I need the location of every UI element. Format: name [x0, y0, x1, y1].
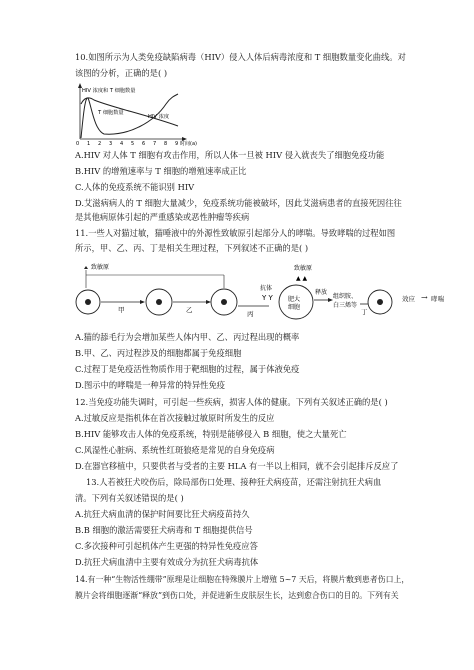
x-tick-9: 9	[175, 141, 179, 146]
q13-option-c: C.多次接种可引起机体产生更强的特异性免疫应答	[75, 541, 258, 551]
q13-option-a: A.抗狂犬病血清的保护时间要比狂犬病疫苗持久	[75, 509, 250, 519]
mast-cell-label-2: 细胞	[288, 304, 301, 311]
effect-arrow: →	[421, 293, 428, 302]
t-cell-label: T 细胞数量	[98, 110, 124, 116]
q13-stem-line-2: 清。下列有关叙述错误的是( )	[75, 493, 184, 503]
cell-3-nucleus	[221, 299, 227, 305]
q12-option-a: A.过敏反应是指机体在首次接触过敏原时所发生的反应	[75, 413, 275, 423]
hiv-t-cell-graph	[74, 82, 214, 146]
release-label: 释放	[315, 289, 328, 296]
q10-option-b: B.HIV 的增殖速率与 T 细胞的增殖速率成正比	[75, 166, 247, 176]
q12-option-b: B.HIV 能够攻击人体的免疫系统，特别是能够侵入 B 细胞，使之大量死亡	[75, 429, 347, 439]
x-tick-2: 2	[98, 141, 102, 146]
x-tick-3: 3	[109, 141, 113, 146]
antibody-icon: Y Y	[262, 294, 273, 302]
q12-option-c: C.风湿性心脏病、系统性红斑狼疮是常见的自身免疫病	[75, 445, 275, 455]
q11-option-b: B.甲、乙、丙过程涉及的细胞都属于免疫细胞	[75, 348, 242, 358]
cell-1-nucleus	[85, 299, 91, 305]
histamine-label-1: 组织胺、	[333, 293, 358, 300]
graph-y-label: HIV 浓度和 T 细胞数量	[82, 88, 136, 94]
step-jia: 甲	[118, 306, 125, 314]
x-tick-5: 5	[131, 141, 135, 146]
q10-option-d-line-2: 是其他病原体引起的严重感染或恶性肿瘤等疾病	[75, 212, 250, 222]
q14-stem-line-1: 14.有一种“生物活性绷带”原理是让细胞在特殊膜片上增殖 5~7 天后，将膜片敷到患者伤口上，	[75, 575, 410, 584]
cell-2-nucleus	[156, 299, 162, 305]
graph-origin: 0	[76, 141, 80, 146]
allergen-label: 致敏原	[91, 264, 110, 271]
q11-option-c: C.过程丁是免疫活性物质作用于靶细胞的过程，属于体液免疫	[75, 364, 300, 374]
x-tick-4: 4	[120, 141, 124, 146]
q13-option-b: B.B 细胞的激活需要狂犬病毒和 T 细胞提供信号	[75, 525, 253, 535]
allergen-2-label: 致敏原	[294, 265, 313, 272]
q10-option-d-line-1: D.艾滋病病人的 T 细胞大量减少，免疫系统功能被破坏，因此艾滋病患者的直接死因往往	[75, 198, 402, 208]
q13-stem-line-1: 13.人若被狂犬咬伤后，除局部伤口处理、接种狂犬病疫苗，还需注射抗狂犬病血	[86, 477, 382, 487]
q14-stem-line-2: 膜片会将细胞逐渐“释放”到伤口处，并促进新生皮肤层生长，达到愈合伤口的目的。下列有关	[75, 591, 399, 600]
q12-option-d: D.在器官移植中，只要供者与受者的主要 HLA 有一半以上相同，就不会引起排斥反应了	[75, 461, 399, 471]
q11-option-a: A.猫的舔毛行为会增加某些人体内甲、乙、丙过程出现的概率	[75, 332, 300, 342]
q11-option-d: D.图示中的哮喘是一种异常的特异性免疫	[75, 380, 226, 390]
asthma-process-diagram	[74, 258, 404, 326]
effect-label: 效应	[402, 295, 415, 303]
asthma-label: 哮喘	[431, 295, 444, 303]
arrow-jia-head	[140, 300, 145, 304]
q13-option-d: D.抗狂犬病血清中主要有效成分为抗狂犬病毒抗体	[75, 557, 259, 567]
x-tick-8: 8	[164, 141, 168, 146]
arrow-yi-head	[206, 300, 211, 304]
q12-stem: 12.当免疫功能失调时，可引起一些疾病，损害人体的健康。下列有关叙述正确的是( )	[75, 397, 388, 407]
q10-option-c: C.人体的免疫系统不能识别 HIV	[75, 182, 195, 192]
histamine-label-2: 白三烯等	[333, 302, 358, 309]
antibody-label: 抗体	[260, 285, 273, 292]
x-tick-1: 1	[87, 141, 91, 146]
x-tick-7: 7	[153, 141, 157, 146]
q10-stem-line-2: 该图的分析，正确的是( )	[75, 68, 168, 78]
allergen-2-icon: ▲ ▲	[296, 275, 308, 282]
step-bing: 丙	[247, 310, 254, 318]
q10-option-a: A.HIV 对人体 T 细胞有攻击作用，所以人体一旦被 HIV 侵入就丧失了细胞免疫功能	[75, 150, 385, 160]
x-tick-6: 6	[142, 141, 146, 146]
target-cell-nucleus	[377, 299, 383, 305]
q11-stem-line-2: 所示，甲、乙、丙、丁是相关生理过程，下列叙述不正确的是( )	[75, 243, 309, 253]
step-yi: 乙	[186, 306, 193, 314]
x-axis-label: 时间(a)	[180, 141, 197, 146]
hiv-label: HIV 浓度	[148, 114, 170, 120]
q10-stem-line-1: 10.如图所示为人类免疫缺陷病毒（HIV）侵入人体后病毒浓度和 T 细胞数量变化曲线。对	[75, 52, 406, 62]
q11-stem-line-1: 11.一些人对猫过敏，猫唾液中的外源性致敏原引起部分人的哮喘。导致哮喘的过程如图	[75, 228, 396, 238]
mast-cell-label-1: 肥大	[288, 296, 301, 303]
step-ding: 丁	[361, 308, 368, 316]
allergen-icon	[84, 266, 88, 269]
